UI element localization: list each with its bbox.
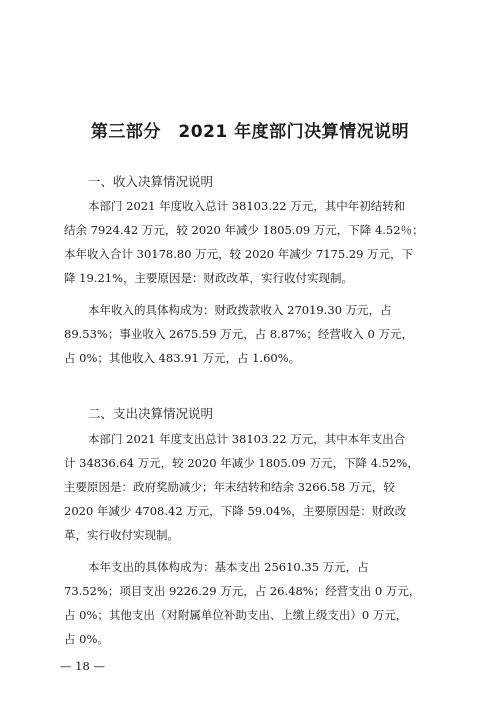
paragraph-line: 计 34836.64 万元，较 2020 年减少 1805.09 万元，下降 4.52%， — [64, 456, 419, 470]
paragraph-line: 本年收入合计 30178.80 万元，较 2020 年减少 7175.29 万元，下 — [64, 247, 414, 261]
paragraph-line: 本年支出的具体构成为：基本支出 25610.35 万元，占 — [88, 560, 369, 574]
paragraph-line: 主要原因是：政府奖励减少；年末结转和结余 3266.58 万元，较 — [64, 480, 395, 494]
paragraph-line: 占 0%；其他支出（对附属单位补助支出、上缴上级支出）0 万元， — [64, 608, 408, 622]
paragraph-line: 本部门 2021 年度收入总计 38103.22 万元，其中年初结转和 — [88, 199, 406, 213]
paragraph-line: 结余 7924.42 万元，较 2020 年减少 1805.09 万元，下降 4.52％； — [64, 223, 424, 237]
paragraph-line: 2020 年减少 4708.42 万元，下降 59.04%，主要原因是：财政改 — [64, 504, 407, 518]
paragraph-line: 降 19.21%，主要原因是：财政改革，实行收付实现制。 — [64, 271, 354, 285]
section-heading-expenditure: 二、支出决算情况说明 — [88, 406, 214, 421]
paragraph-line: 本年收入的具体构成为：财政拨款收入 27019.30 万元，占 — [88, 303, 392, 317]
paragraph-line: 73.52%；项目支出 9226.29 万元，占 26.48%；经营支出 0 万元， — [64, 584, 421, 598]
paragraph-line: 占 0%；其他收入 483.91 万元，占 1.60%。 — [64, 351, 301, 365]
page-number: — 18 — — [60, 659, 105, 673]
page-title: 第三部分 2021 年度部门决算情况说明 — [90, 122, 410, 142]
section-heading-income: 一、收入决算情况说明 — [88, 174, 214, 189]
paragraph-line: 本部门 2021 年度支出总计 38103.22 万元，其中本年支出合 — [88, 432, 406, 446]
paragraph-line: 占 0%。 — [64, 632, 109, 646]
paragraph-line: 89.53%；事业收入 2675.59 万元，占 8.87%；经营收入 0 万元， — [64, 327, 414, 341]
paragraph-line: 革，实行收付实现制。 — [64, 528, 179, 542]
